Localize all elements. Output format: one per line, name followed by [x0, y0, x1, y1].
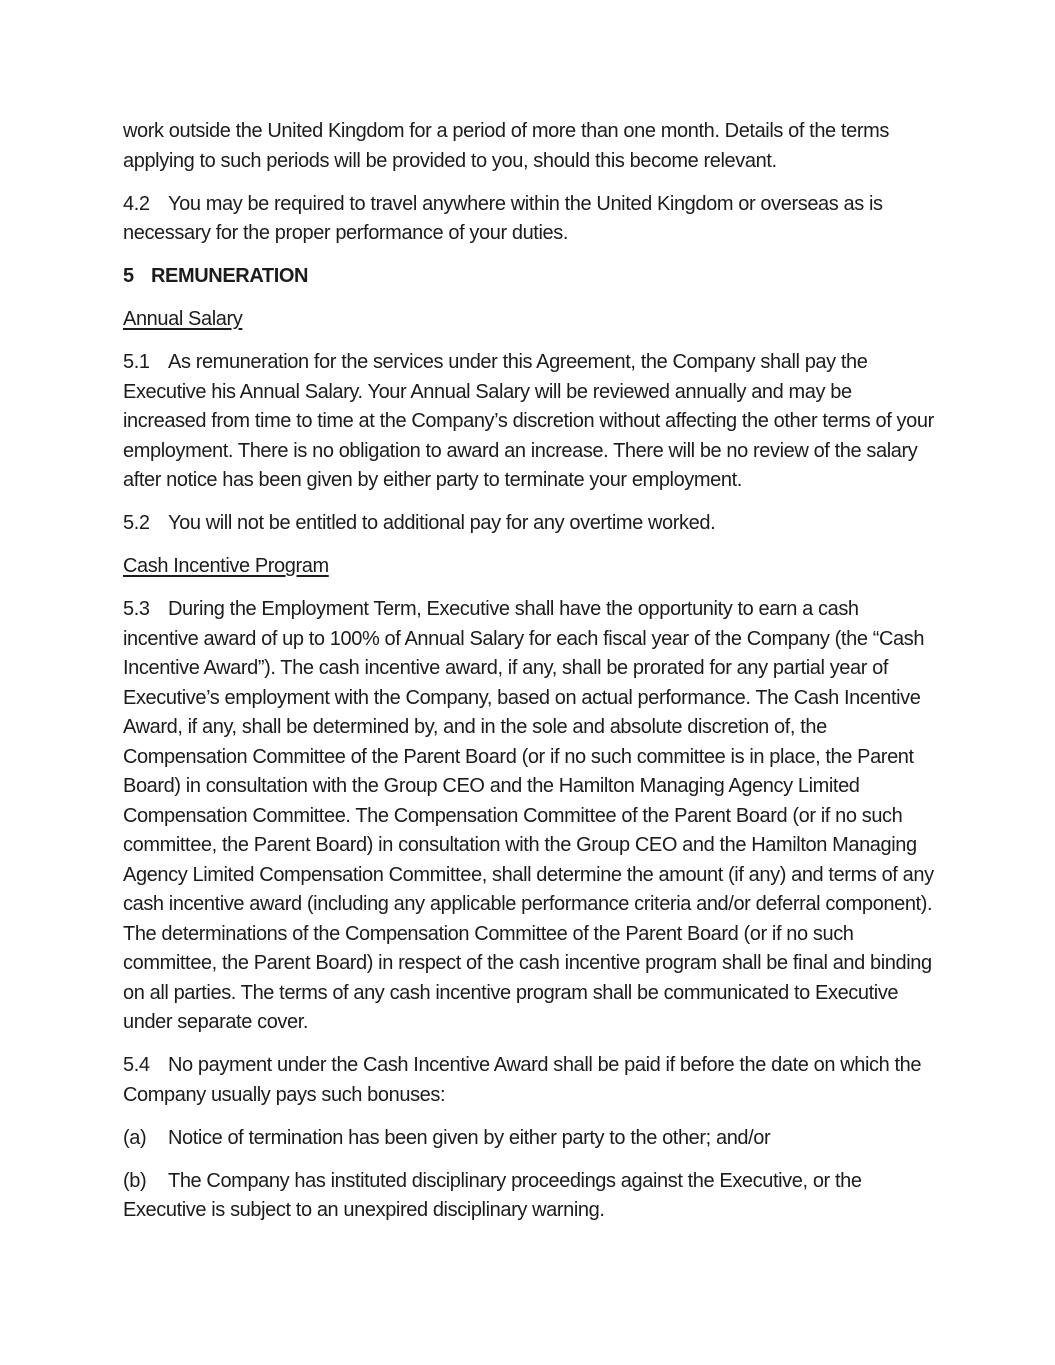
section-title: REMUNERATION	[151, 265, 309, 287]
paragraph-text: Notice of termination has been given by either party to the other; and/or	[168, 1126, 771, 1149]
item-a	[123, 1124, 935, 1154]
document-page	[123, 0, 935, 1226]
item-b	[123, 1167, 935, 1226]
clause-5-4	[123, 1051, 935, 1110]
section-5-heading	[123, 262, 935, 292]
clause-5-1	[123, 348, 935, 496]
paragraph-text: You will not be entitled to additional pay for any overtime worked.	[168, 512, 716, 534]
clause-number: 5.2	[123, 512, 150, 534]
clause-number: 5.1	[123, 351, 150, 373]
paragraph-text: As remuneration for the services under this Agreement, the Company shall pay the Executive his Annual Salary. Your Annual Salary will be reviewed annually and may be increased from time to time at the Company’s discretion without affecting the other terms of your employment. There is no obligation to award an increase. There will be no review of the salary after notice has been given by either party to terminate your employment.	[123, 351, 934, 491]
subheading-text: Cash Incentive Program	[123, 555, 329, 577]
clause-5-3	[123, 595, 935, 1038]
section-number: 5	[123, 265, 134, 287]
item-letter: (a)	[123, 1126, 147, 1149]
subheading-text: Annual Salary	[123, 308, 243, 330]
paragraph-text: You may be required to travel anywhere within the United Kingdom or overseas as is necessary for the proper performance of your duties.	[123, 192, 883, 244]
cash-incentive-subheading	[123, 552, 935, 582]
clause-4-2	[123, 190, 935, 249]
paragraph-text: work outside the United Kingdom for a period of more than one month. Details of the terms applying to such periods will be provided to you, should this become relevant.	[123, 120, 889, 172]
annual-salary-subheading	[123, 305, 935, 335]
paragraph-text: No payment under the Cash Incentive Award shall be paid if before the date on which the Company usually pays such bonuses:	[123, 1054, 922, 1106]
paragraph-text: The Company has instituted disciplinary proceedings against the Executive, or the Executive is subject to an unexpired disciplinary warning.	[123, 1169, 862, 1221]
clause-5-2	[123, 509, 935, 539]
paragraph-text: During the Employment Term, Executive shall have the opportunity to earn a cash incentive award of up to 100% of Annual Salary for each fiscal year of the Company (the “Cash Incentive Award”). The cash incentive award, if any, shall be prorated for any partial year of Executive’s employment with the Company, based on actual performance. The Cash Incentive Award, if any, shall be determined by, and in the sole and absolute discretion of, the Compensation Committee of the Parent Board (or if no such committee is in place, the Parent Board) in consultation with the Group CEO and the Hamilton Managing Agency Limited Compensation Committee. The Compensation Committee of the Parent Board (or if no such committee, the Parent Board) in consultation with the Group CEO and the Hamilton Managing Agency Limited Compensation Committee, shall determine the amount (if any) and terms of any cash incentive award (including any applicable performance criteria and/or deferral component). The determinations of the Compensation Committee of the Parent Board (or if no such committee, the Parent Board) in respect of the cash incentive program shall be final and binding on all parties. The terms of any cash incentive program shall be communicated to Executive under separate cover.	[123, 598, 934, 1033]
item-letter: (b)	[123, 1169, 147, 1192]
clause-number: 4.2	[123, 192, 150, 215]
clause-number: 5.4	[123, 1054, 150, 1076]
clause-number: 5.3	[123, 598, 150, 620]
continuation-paragraph	[123, 117, 935, 176]
